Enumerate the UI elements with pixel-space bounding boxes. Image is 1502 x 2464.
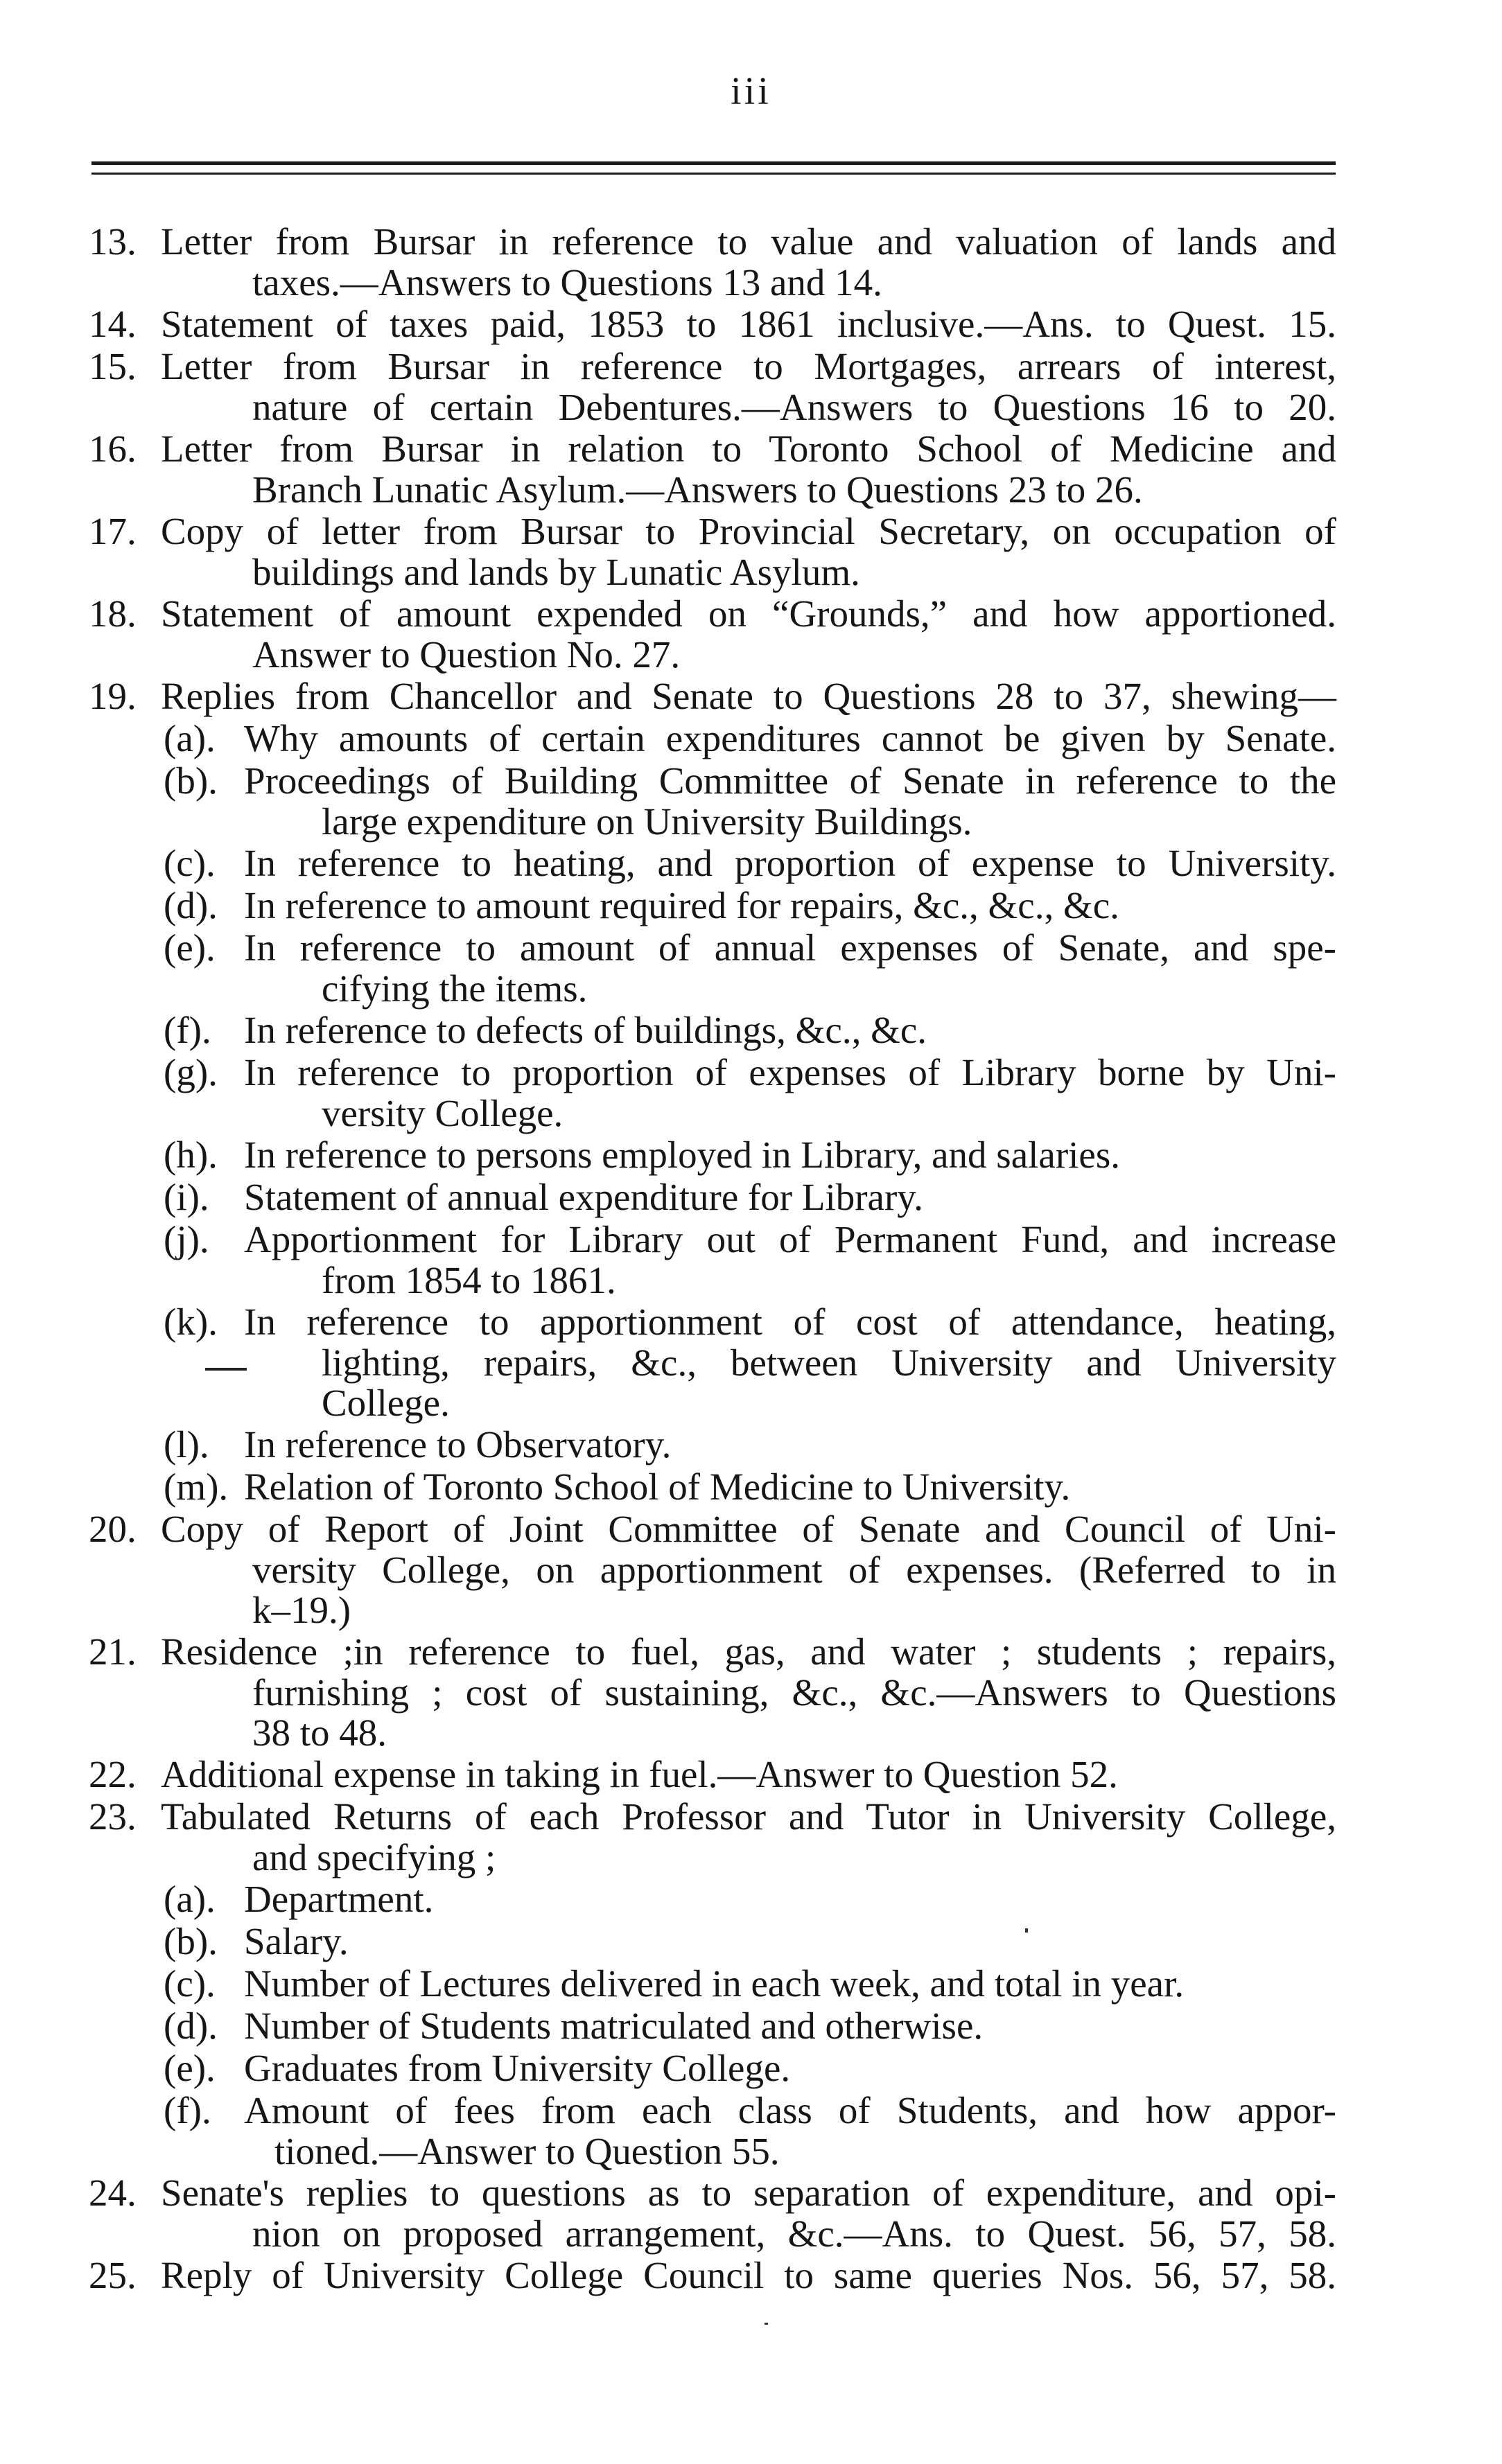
subentry-text: Number of Students matriculated and otherwise. bbox=[244, 2005, 984, 2047]
subentry-text: Proceedings of Building Committee of Senate in reference to the bbox=[244, 759, 1336, 802]
subentry-text: Why amounts of certain expenditures cannot be given by Senate. bbox=[244, 717, 1336, 759]
entry-text-continued: k–19.) bbox=[252, 1589, 351, 1631]
subentry-19h bbox=[89, 1134, 1336, 1176]
subentry-text: Department. bbox=[244, 1878, 434, 1920]
entry-text-continued: Branch Lunatic Asylum.—Answers to Questions 23 to 26. bbox=[252, 468, 1143, 511]
subentry-23c bbox=[89, 1962, 1336, 2005]
entry-13 bbox=[89, 220, 1336, 263]
entry-number: 22. bbox=[89, 1753, 137, 1795]
entry-21-cont-2 bbox=[89, 1713, 1336, 1753]
subentry-label: (k). bbox=[164, 1301, 218, 1343]
subentry-text: In reference to amount of annual expenses of Senate, and spe- bbox=[244, 926, 1336, 969]
entry-24-cont bbox=[89, 2214, 1336, 2254]
subentry-19k bbox=[89, 1301, 1336, 1343]
subentry-19c bbox=[89, 842, 1336, 884]
subentry-text: In reference to defects of buildings, &c., &c. bbox=[244, 1009, 927, 1051]
subentry-label: (d). bbox=[164, 884, 218, 926]
subentry-19g bbox=[89, 1051, 1336, 1093]
subentry-label: (e). bbox=[164, 926, 216, 969]
entry-24 bbox=[89, 2172, 1336, 2214]
subentry-text: Relation of Toronto School of Medicine to University. bbox=[244, 1466, 1071, 1508]
subentry-label: (c). bbox=[164, 1962, 216, 2005]
contents-list bbox=[89, 220, 1336, 2296]
subentry-label: (e). bbox=[164, 2047, 216, 2089]
entry-number: 19. bbox=[89, 675, 137, 717]
subentry-23a bbox=[89, 1878, 1336, 1920]
subentry-19m bbox=[89, 1466, 1336, 1508]
subentry-23f bbox=[89, 2089, 1336, 2131]
entry-text-continued: buildings and lands by Lunatic Asylum. bbox=[252, 551, 860, 593]
entry-20 bbox=[89, 1508, 1336, 1550]
entry-text-continued: 38 to 48. bbox=[252, 1711, 387, 1754]
entry-text: Additional expense in taking in fuel.—Answer to Question 52. bbox=[161, 1753, 1118, 1795]
entry-text: Copy of Report of Joint Committee of Senate and Council of Uni- bbox=[161, 1508, 1336, 1550]
entry-number: 16. bbox=[89, 428, 137, 470]
subentry-label: (f). bbox=[164, 1009, 211, 1051]
entry-number: 25. bbox=[89, 2254, 137, 2296]
subentry-19i bbox=[89, 1176, 1336, 1218]
entry-number: 21. bbox=[89, 1630, 137, 1673]
entry-text-continued: versity College, on apportionment of expenses. (Referred to in bbox=[252, 1549, 1336, 1591]
entry-text: Letter from Bursar in relation to Toronto School of Medicine and bbox=[161, 428, 1336, 470]
entry-17 bbox=[89, 510, 1336, 552]
entry-number: 13. bbox=[89, 220, 137, 263]
entry-25 bbox=[89, 2254, 1336, 2296]
subentry-19b-cont bbox=[89, 802, 1336, 842]
subentry-label: (f). bbox=[164, 2089, 211, 2131]
entry-text: Letter from Bursar in reference to Mortgages, arrears of interest, bbox=[161, 345, 1336, 387]
entry-21 bbox=[89, 1630, 1336, 1673]
entry-text-continued: taxes.—Answers to Questions 13 and 14. bbox=[252, 261, 882, 303]
subentry-text-continued: from 1854 to 1861. bbox=[322, 1259, 616, 1301]
entry-18-cont bbox=[89, 635, 1336, 675]
subentry-label: (a). bbox=[164, 1878, 216, 1920]
entry-number: 18. bbox=[89, 592, 137, 635]
subentry-text: In reference to persons employed in Library, and salaries. bbox=[244, 1134, 1120, 1176]
subentry-text-continued: tioned.—Answer to Question 55. bbox=[274, 2130, 780, 2172]
subentry-label: (d). bbox=[164, 2005, 218, 2047]
subentry-text: In reference to amount required for repairs, &c., &c., &c. bbox=[244, 884, 1119, 926]
subentry-label: (l). bbox=[164, 1423, 209, 1466]
subentry-text: Graduates from University College. bbox=[244, 2047, 791, 2089]
entry-text-continued: nion on proposed arrangement, &c.—Ans. to Quest. 56, 57, 58. bbox=[252, 2212, 1336, 2255]
subentry-text: Salary. bbox=[244, 1920, 349, 1962]
entry-text: Copy of letter from Bursar to Provincial Secretary, on occupation of bbox=[161, 510, 1336, 552]
entry-number: 23. bbox=[89, 1795, 137, 1838]
subentry-23e bbox=[89, 2047, 1336, 2089]
subentry-label: (j). bbox=[164, 1218, 209, 1260]
entry-16 bbox=[89, 428, 1336, 470]
entry-text-continued: furnishing ; cost of sustaining, &c., &c.—Answers to Questions bbox=[252, 1671, 1336, 1714]
subentry-text: Number of Lectures delivered in each week, and total in year. bbox=[244, 1962, 1185, 2005]
entry-15 bbox=[89, 345, 1336, 387]
subentry-19e bbox=[89, 926, 1336, 969]
entry-text: Letter from Bursar in reference to value and valuation of lands and bbox=[161, 220, 1336, 263]
subentry-19b bbox=[89, 759, 1336, 802]
subentry-19k-cont-2 bbox=[89, 1383, 1336, 1423]
entry-text: Replies from Chancellor and Senate to Questions 28 to 37, shewing— bbox=[161, 675, 1336, 717]
subentry-label: (m). bbox=[164, 1466, 229, 1508]
subentry-text: In reference to heating, and proportion of expense to University. bbox=[244, 842, 1336, 884]
subentry-text: In reference to proportion of expenses of Library borne by Uni- bbox=[244, 1051, 1336, 1093]
entry-17-cont bbox=[89, 552, 1336, 592]
subentry-text: In reference to Observatory. bbox=[244, 1423, 672, 1466]
subentry-text-continued: lighting, repairs, &c., between University and University bbox=[322, 1341, 1336, 1384]
subentry-19j bbox=[89, 1218, 1336, 1260]
entry-text-continued: and specifying ; bbox=[252, 1836, 496, 1878]
entry-22 bbox=[89, 1753, 1336, 1795]
entry-text: Residence ;in reference to fuel, gas, and water ; students ; repairs, bbox=[161, 1630, 1336, 1673]
printer-mark bbox=[205, 1368, 247, 1371]
subentry-23b bbox=[89, 1920, 1336, 1962]
subentry-text: Statement of annual expenditure for Library. bbox=[244, 1176, 923, 1218]
header-rule-thin bbox=[91, 173, 1336, 175]
subentry-19d bbox=[89, 884, 1336, 926]
stray-ink-mark bbox=[765, 2323, 768, 2325]
entry-20-cont-2 bbox=[89, 1590, 1336, 1630]
subentry-text-continued: cifying the items. bbox=[322, 967, 588, 1010]
header-rule-thick bbox=[91, 161, 1336, 165]
subentry-label: (i). bbox=[164, 1176, 209, 1218]
subentry-label: (g). bbox=[164, 1051, 218, 1093]
subentry-19f bbox=[89, 1009, 1336, 1051]
entry-20-cont bbox=[89, 1550, 1336, 1590]
subentry-23d bbox=[89, 2005, 1336, 2047]
entry-23-cont bbox=[89, 1838, 1336, 1878]
subentry-text-continued: large expenditure on University Buildings. bbox=[322, 800, 972, 843]
entry-text: Senate's replies to questions as to separation of expenditure, and opi- bbox=[161, 2172, 1336, 2214]
entry-text: Reply of University College Council to same queries Nos. 56, 57, 58. bbox=[161, 2254, 1336, 2296]
subentry-text: Amount of fees from each class of Students, and how appor- bbox=[244, 2089, 1336, 2131]
entry-number: 15. bbox=[89, 345, 137, 387]
subentry-text-continued: versity College. bbox=[322, 1092, 564, 1134]
subentry-19a bbox=[89, 717, 1336, 759]
entry-number: 24. bbox=[89, 2172, 137, 2214]
entry-text-continued: nature of certain Debentures.—Answers to Questions 16 to 20. bbox=[252, 386, 1336, 428]
subentry-text: Apportionment for Library out of Permanent Fund, and increase bbox=[244, 1218, 1336, 1260]
subentry-label: (h). bbox=[164, 1134, 218, 1176]
subentry-19g-cont bbox=[89, 1093, 1336, 1134]
entry-text: Statement of amount expended on “Grounds,” and how apportioned. bbox=[161, 592, 1336, 635]
entry-14 bbox=[89, 303, 1336, 345]
entry-13-cont bbox=[89, 263, 1336, 303]
page-number: iii bbox=[731, 70, 771, 113]
entry-21-cont bbox=[89, 1673, 1336, 1713]
subentry-23f-cont bbox=[89, 2131, 1336, 2172]
subentry-label: (b). bbox=[164, 759, 218, 802]
subentry-text-continued: College. bbox=[322, 1382, 450, 1424]
subentry-label: (b). bbox=[164, 1920, 218, 1962]
entry-19 bbox=[89, 675, 1336, 717]
subentry-19e-cont bbox=[89, 969, 1336, 1009]
subentry-label: (a). bbox=[164, 717, 216, 759]
entry-23 bbox=[89, 1795, 1336, 1838]
entry-text: Tabulated Returns of each Professor and Tutor in University College, bbox=[161, 1795, 1336, 1838]
entry-number: 20. bbox=[89, 1508, 137, 1550]
entry-text-continued: Answer to Question No. 27. bbox=[252, 633, 681, 676]
subentry-19j-cont bbox=[89, 1260, 1336, 1301]
entry-number: 17. bbox=[89, 510, 137, 552]
subentry-19k-cont bbox=[89, 1343, 1336, 1383]
entry-number: 14. bbox=[89, 303, 137, 345]
entry-16-cont bbox=[89, 470, 1336, 510]
subentry-label: (c). bbox=[164, 842, 216, 884]
entry-text: Statement of taxes paid, 1853 to 1861 inclusive.—Ans. to Quest. 15. bbox=[161, 303, 1336, 345]
entry-15-cont bbox=[89, 387, 1336, 428]
subentry-text: In reference to apportionment of cost of attendance, heating, bbox=[244, 1301, 1336, 1343]
entry-18 bbox=[89, 592, 1336, 635]
subentry-19l bbox=[89, 1423, 1336, 1466]
stray-ink-mark bbox=[1025, 1928, 1028, 1933]
